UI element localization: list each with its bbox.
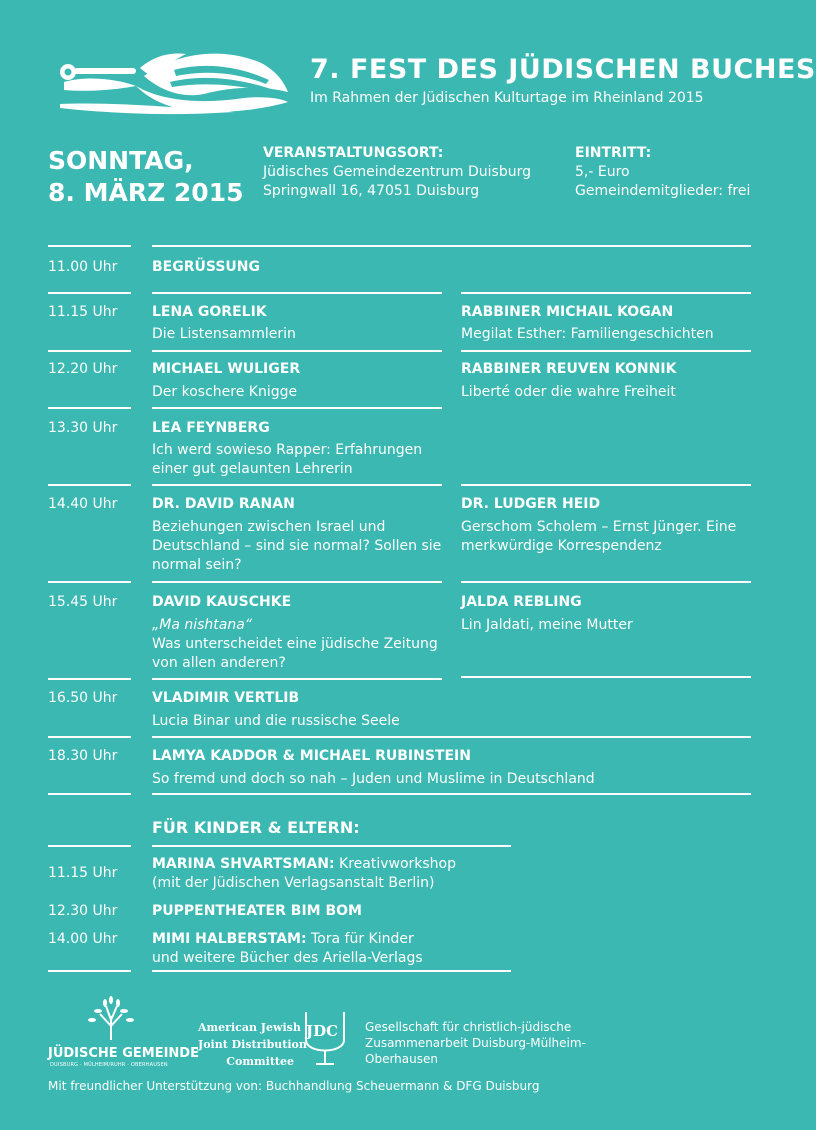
divider <box>461 676 751 678</box>
divider <box>152 845 511 847</box>
kids-item-name: MIMI HALBERSTAM: <box>152 931 307 947</box>
logo-jdc-line-3: Committee <box>226 1055 294 1068</box>
kids-item-line2: und weitere Bücher des Ariella-Verlags <box>152 950 423 966</box>
divider <box>152 581 442 583</box>
program-time: 18.30 Uhr <box>48 748 118 764</box>
divider <box>48 678 131 680</box>
program-desc <box>152 441 442 479</box>
logo-jdc-line-2: Joint Distribution <box>198 1038 307 1051</box>
kids-item-name: PUPPENTHEATER BIM BOM <box>152 903 362 919</box>
program-desc-line: Beziehungen zwischen Israel und <box>152 519 386 535</box>
divider <box>48 845 131 847</box>
admission-label: EINTRITT: <box>575 145 652 161</box>
divider <box>48 736 131 738</box>
program-time: 11.15 Uhr <box>48 304 118 320</box>
kids-time: 11.15 Uhr <box>48 865 118 881</box>
program-name: MICHAEL WULIGER <box>152 361 301 377</box>
book-logo-icon <box>44 46 294 118</box>
logo-gemeinde-title: JÜDISCHE GEMEINDE <box>48 1046 199 1061</box>
kids-item-rest: Tora für Kinder <box>306 931 414 947</box>
program-desc-line: Gerschom Scholem – Ernst Jünger. Eine <box>461 519 737 535</box>
program-name: VLADIMIR VERTLIB <box>152 690 300 706</box>
logo-gcjz-line-1: Gesellschaft für christlich-jüdische <box>365 1020 572 1034</box>
program-desc: So fremd und doch so nah – Juden und Muslime in Deutschland <box>152 771 595 787</box>
divider <box>48 484 131 486</box>
program-time: 16.50 Uhr <box>48 690 118 706</box>
program-desc: Der koschere Knigge <box>152 384 298 400</box>
logo-jdc-text <box>198 1019 307 1069</box>
divider <box>48 245 131 247</box>
program-desc-quote: „Ma nishtana“ <box>152 617 253 633</box>
program-name: RABBINER REUVEN KONNIK <box>461 361 677 377</box>
date-day: SONNTAG, <box>48 146 194 175</box>
program-name: DR. DAVID RANAN <box>152 496 295 512</box>
divider <box>152 678 442 680</box>
logo-jdc-line-1: American Jewish <box>198 1021 301 1034</box>
program-name: RABBINER MICHAIL KOGAN <box>461 304 674 320</box>
divider <box>152 793 751 795</box>
program-time: 12.20 Uhr <box>48 361 118 377</box>
program-name: DAVID KAUSCHKE <box>152 594 292 610</box>
logo-gcjz-line-3: Oberhausen <box>365 1052 438 1066</box>
kids-item <box>152 930 423 968</box>
divider <box>48 970 131 972</box>
kids-item-rest: Kreativworkshop <box>334 856 457 872</box>
divider <box>461 350 751 352</box>
program-time: 13.30 Uhr <box>48 420 118 436</box>
divider <box>461 581 751 583</box>
program-desc-line: normal sein? <box>152 557 242 573</box>
divider <box>152 407 442 409</box>
program-desc <box>152 616 447 673</box>
program-desc: Liberté oder die wahre Freiheit <box>461 384 676 400</box>
kids-item <box>152 855 456 893</box>
program-desc <box>152 518 447 575</box>
event-subtitle: Im Rahmen der Jüdischen Kulturtage im Rheinland 2015 <box>310 90 704 106</box>
divider <box>152 245 751 247</box>
program-desc: Lin Jaldati, meine Mutter <box>461 617 633 633</box>
program-desc-line: Deutschland – sind sie normal? Sollen sie <box>152 538 442 554</box>
program-desc: Die Listensammlerin <box>152 326 296 342</box>
admission-block <box>575 144 750 201</box>
logo-gemeinde-sub: DUISBURG · MÜLHEIM/RUHR · OBERHAUSEN <box>50 1062 168 1068</box>
divider <box>48 581 131 583</box>
tree-logo-icon <box>86 996 136 1042</box>
program-name: BEGRÜSSUNG <box>152 259 260 275</box>
divider <box>48 407 131 409</box>
venue-block <box>263 144 531 201</box>
kids-item-name: MARINA SHVARTSMAN: <box>152 856 335 872</box>
divider <box>152 350 442 352</box>
program-desc-line: Was unterscheidet eine jüdische Zeitung <box>152 636 438 652</box>
program-name: DR. LUDGER HEID <box>461 496 601 512</box>
program-desc-line: Ich werd sowieso Rapper: Erfahrungen <box>152 442 423 458</box>
divider <box>152 292 442 294</box>
divider <box>48 350 131 352</box>
program-desc-line: von allen anderen? <box>152 655 286 671</box>
admission-line-2: Gemeindemitglieder: frei <box>575 183 751 199</box>
program-name: LENA GORELIK <box>152 304 267 320</box>
kids-heading: FÜR KINDER & ELTERN: <box>152 818 360 837</box>
divider <box>48 793 131 795</box>
program-desc <box>461 518 756 556</box>
kids-time: 12.30 Uhr <box>48 903 118 919</box>
divider <box>152 736 751 738</box>
program-time: 11.00 Uhr <box>48 259 118 275</box>
logo-gcjz-text <box>365 1019 586 1067</box>
kids-time: 14.00 Uhr <box>48 931 118 947</box>
program-name: LEA FEYNBERG <box>152 420 270 436</box>
divider <box>152 970 511 972</box>
venue-label: VERANSTALTUNGSORT: <box>263 145 444 161</box>
date-full: 8. MÄRZ 2015 <box>48 178 244 207</box>
program-desc-line: merkwürdige Korrespendenz <box>461 538 662 554</box>
program-desc: Lucia Binar und die russische Seele <box>152 713 400 729</box>
program-time: 15.45 Uhr <box>48 594 118 610</box>
jdc-mark: JDC <box>306 1022 339 1040</box>
divider <box>461 484 751 486</box>
program-name: JALDA REBLING <box>461 594 582 610</box>
event-title: 7. FEST DES JÜDISCHEN BUCHES <box>310 54 816 85</box>
program-desc-line: einer gut gelaunten Lehrerin <box>152 461 353 477</box>
venue-line-2: Springwall 16, 47051 Duisburg <box>263 183 480 199</box>
admission-line-1: 5,- Euro <box>575 164 630 180</box>
logo-gcjz-line-2: Zusammenarbeit Duisburg-Mülheim- <box>365 1036 586 1050</box>
divider <box>152 484 442 486</box>
divider <box>48 292 131 294</box>
kids-item-line2: (mit der Jüdischen Verlagsanstalt Berlin) <box>152 875 435 891</box>
program-desc: Megilat Esther: Familiengeschichten <box>461 326 714 342</box>
support-note: Mit freundlicher Unterstützung von: Buchhandlung Scheuermann & DFG Duisburg <box>48 1079 540 1093</box>
program-name: LAMYA KADDOR & MICHAEL RUBINSTEIN <box>152 748 471 764</box>
venue-line-1: Jüdisches Gemeindezentrum Duisburg <box>263 164 532 180</box>
divider <box>461 292 751 294</box>
program-time: 14.40 Uhr <box>48 496 118 512</box>
